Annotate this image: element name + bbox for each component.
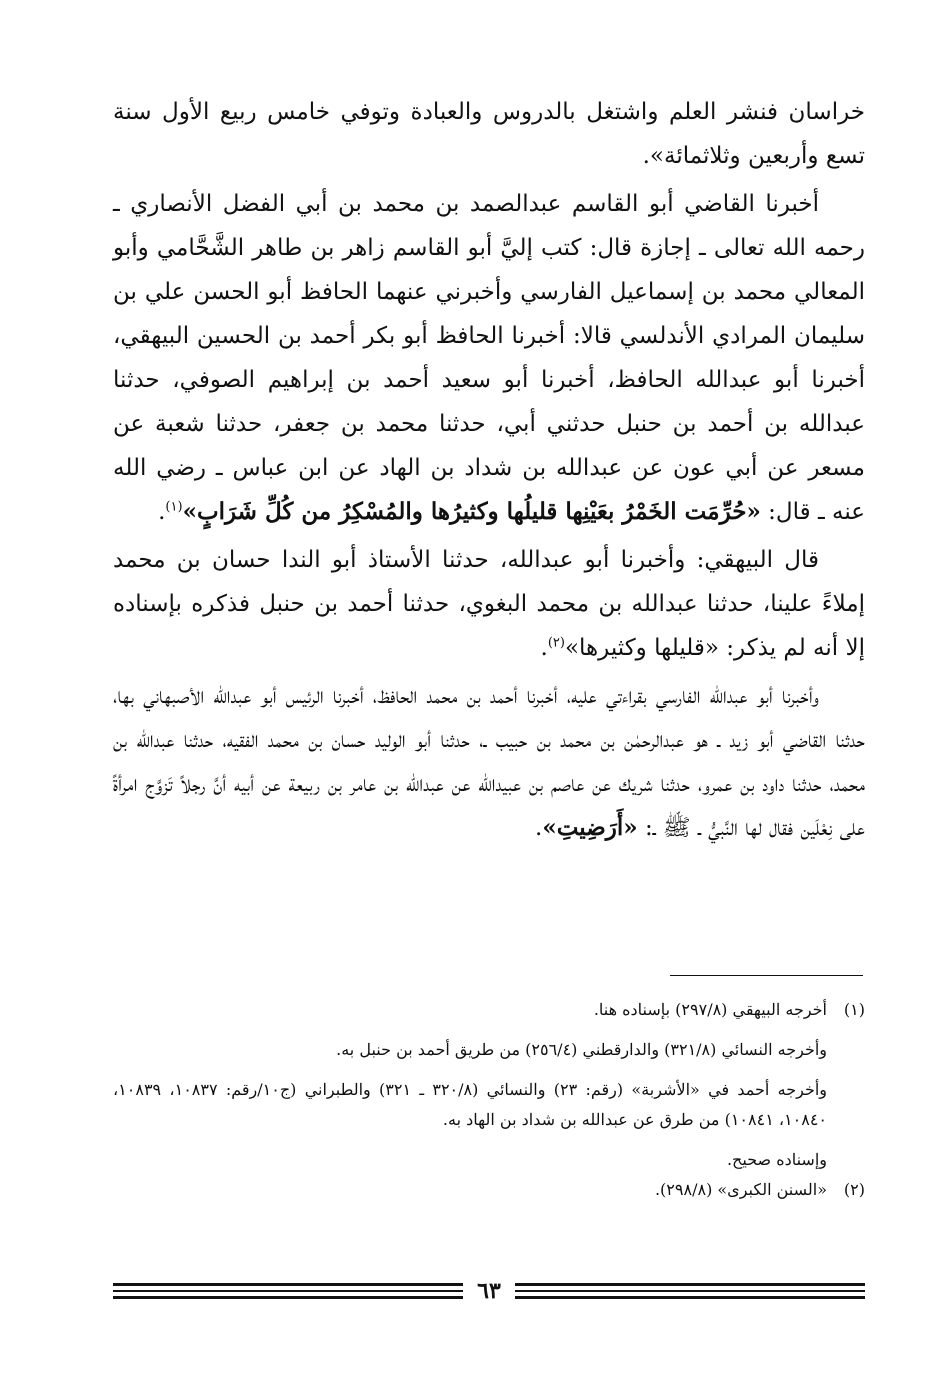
main-text bbox=[113, 90, 865, 850]
footnote-number: (١) bbox=[843, 1000, 865, 1019]
page-footer bbox=[113, 1278, 865, 1306]
hadith-quote: «أَرَضِيتِ» bbox=[542, 814, 638, 841]
footnote-separator bbox=[670, 975, 863, 976]
hadith-quote: «حُرِّمَت الخَمْرُ بعَيْنِها قليلُها وكثيرُها والمُسْكِرُ من كُلِّ شَرَابٍ» bbox=[182, 498, 761, 525]
footnote-text: أخرجه البيهقي (٢٩٧/٨) بإسناده هنا. bbox=[593, 1000, 827, 1019]
footnote-ref[interactable]: (١) bbox=[165, 499, 183, 515]
paragraph-text: قال البيهقي: وأخبرنا أبو عبدالله، حدثنا الأستاذ أبو الندا حسان بن محمد إملاءً علينا، حدثنا عبدالله بن محمد البغوي، حدثنا أحمد بن حنبل فذكره بإسناده إلا أنه لم يذكر: «قليلها وكثيرها» bbox=[113, 547, 865, 661]
footnotes bbox=[113, 995, 865, 1205]
paragraph-text: أخبرنا القاضي أبو القاسم عبدالصمد بن محمد بن أبي الفضل الأنصاري ـ رحمه الله تعالى ـ إجازة قال: كتب إليَّ أبو القاسم زاهر بن طاهر الشَّحَّامي وأبو المعالي محمد بن إسماعيل الفارسي وأخبرني عنهما الحافظ أبو الحسن علي بن سليمان المرادي الأندلسي قالا: أخبرنا الحافظ أبو بكر أحمد بن الحسين البيهقي، أخبرنا أبو عبدالله الحافظ، أخبرنا أبو سعيد أحمد بن إبراهيم الصوفي، حدثنا عبدالله بن أحمد بن حنبل حدثني أبي، حدثنا محمد بن جعفر، حدثنا شعبة عن مسعر عن أبي عون عن عبدالله بن شداد بن الهاد عن ابن عباس ـ رضي الله عنه ـ قال: bbox=[113, 191, 865, 525]
paragraph-3 bbox=[113, 538, 865, 670]
paragraph-2 bbox=[113, 182, 865, 534]
footnote-2 bbox=[113, 1175, 865, 1205]
footnote-ref[interactable]: (٢) bbox=[547, 635, 565, 651]
page-number: ٦٣ bbox=[477, 1278, 501, 1304]
footnote-text: وإسناده صحيح. bbox=[726, 1150, 827, 1169]
paragraph-end: . bbox=[535, 815, 543, 841]
paragraph-text: خراسان فنشر العلم واشتغل بالدروس والعبادة وتوفي خامس ربيع الأول سنة تسع وأربعين وثلاثمائة». bbox=[113, 99, 865, 169]
paragraph-4 bbox=[113, 674, 865, 850]
footnote-text: وأخرجه النسائي (٣٢١/٨) والدارقطني (٢٥٦/٤) من طريق أحمد بن حنبل به. bbox=[336, 1040, 827, 1059]
footer-rule-left bbox=[113, 1283, 463, 1303]
paragraph-text: وأخبرنا أبو عبدالله الفارسي بقراءتي عليه، أخبرنا أحمد بن محمد الحافظ، أخبرنا الرئيس أبو عبدالله الأصبهاني بها، حدثنا القاضي أبو زيد ـ هو عبدالرحمٰن بن محمد بن حبيب ـ، حدثنا أبو الوليد حسان بن محمد الفقيه، حدثنا عبدالله بن محمد، حدثنا داود بن عمرو، حدثنا شريك عن عاصم بن عبيدالله عن عبدالله بن عامر بن ربيعة عن أبيه أنَّ رجلاً تَزوَّج امرأةً على نِعْلَين فقال لها النَّبيُّ ـ ﷺ ـ: bbox=[113, 683, 865, 841]
paragraph-end: . bbox=[158, 499, 166, 525]
paragraph-end: . bbox=[540, 635, 548, 661]
footer-rule-right bbox=[515, 1283, 865, 1303]
footnote-1 bbox=[113, 995, 865, 1025]
paragraph-1 bbox=[113, 90, 865, 178]
footnote-text: وأخرجه أحمد في «الأشربة» (رقم: ٢٣) والنسائي (٣٢٠/٨ ـ ٣٢١) والطبراني (ج١٠/رقم: ١٠٨٣٧، ١٠٨٣٩، ١٠٨٤٠، ١٠٨٤١) من طرق عن عبدالله بن شداد بن الهاد به. bbox=[113, 1080, 828, 1129]
footnote-text: «السنن الكبرى» (٢٩٨/٨). bbox=[654, 1180, 827, 1199]
footnote-number: (٢) bbox=[843, 1180, 865, 1199]
